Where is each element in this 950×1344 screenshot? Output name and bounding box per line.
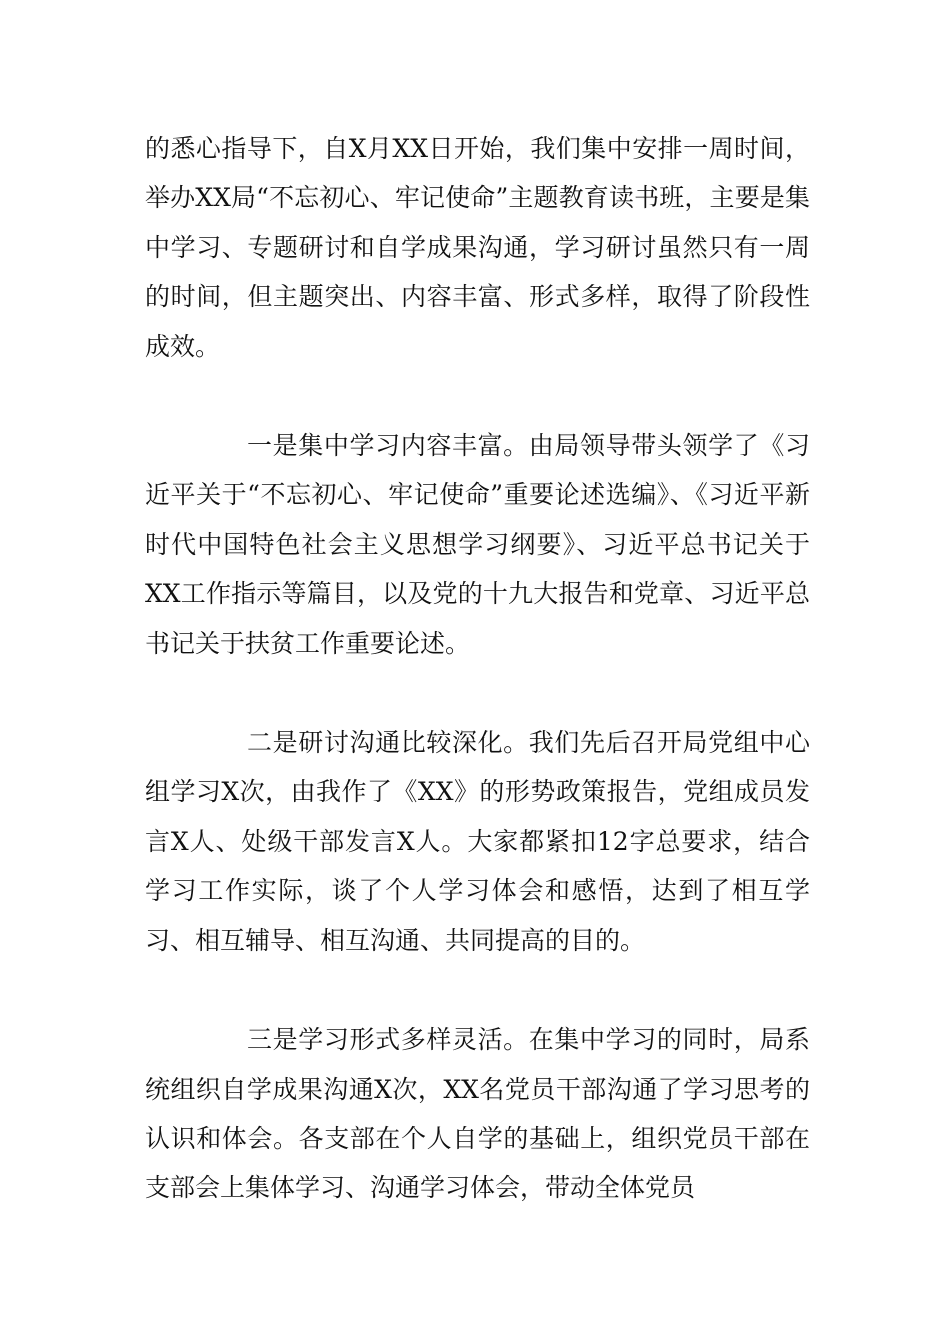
document-body xyxy=(145,124,810,1213)
paragraph-point-two: 二是研讨沟通比较深化。我们先后召开局党组中心组学习X次，由我作了《XX》的形势政策报告，党组成员发言X人、处级干部发言X人。大家都紧扣12字总要求，结合学习工作实际，谈了个人学习体会和感悟，达到了相互学习、相互辅导、相互沟通、共同提高的目的。 xyxy=(145,728,810,955)
paragraph-intro: 的悉心指导下，自X月XX日开始，我们集中安排一周时间，举办XX局“不忘初心、牢记使命”主题教育读书班，主要是集中学习、专题研讨和自学成果沟通，学习研讨虽然只有一周的时间，但主题突出、内容丰富、形式多样，取得了阶段性成效。 xyxy=(145,134,810,361)
paragraph-point-three: 三是学习形式多样灵活。在集中学习的同时，局系统组织自学成果沟通X次，XX名党员干部沟通了学习思考的认识和体会。各支部在个人自学的基础上，组织党员干部在支部会上集体学习、沟通学习体会，带动全体党员 xyxy=(145,1025,810,1203)
paragraph-point-one: 一是集中学习内容丰富。由局领导带头领学了《习近平关于“不忘初心、牢记使命”重要论述选编》、《习近平新时代中国特色社会主义思想学习纲要》、习近平总书记关于XX工作指示等篇目，以及党的十九大报告和党章、习近平总书记关于扶贫工作重要论述。 xyxy=(145,431,810,658)
